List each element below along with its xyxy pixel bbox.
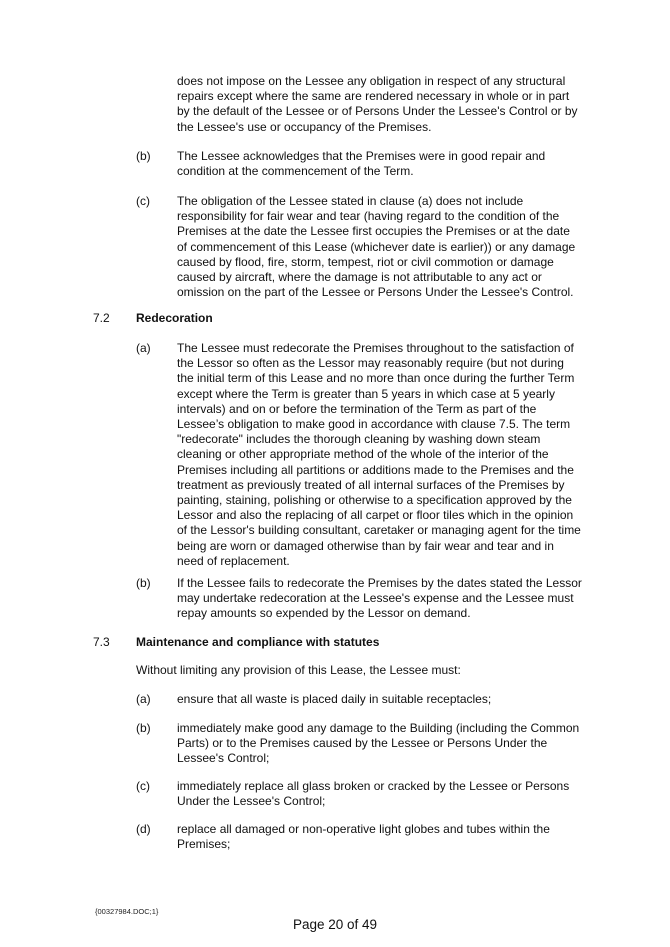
item-label: (b) — [136, 149, 151, 163]
item-label: (a) — [136, 341, 151, 355]
item-label: (d) — [136, 822, 151, 836]
item-label: (a) — [136, 692, 151, 706]
section-intro: Without limiting any provision of this Lease, the Lessee must: — [136, 663, 461, 677]
item-text: The obligation of the Lessee stated in clause (a) does not include responsibility for fair wear and tear (having regard to the condition of the Premises at the date the Lessee first occupies the Premises or at the date of commencement of this Lease (whichever date is earlier)) or any damage caused by flood, fire, storm, tempest, riot or civil commotion or damage caused by aircraft, where the damage is not attributable to any act or omission on the part of the Lessee or Persons Under the Lessee's Control. — [177, 194, 576, 300]
item-label: (b) — [136, 721, 151, 735]
item-text: immediately make good any damage to the Building (including the Common Parts) or to the Premises caused by the Lessee or Persons Under the Lessee's Control; — [177, 721, 580, 766]
continuation-paragraph: does not impose on the Lessee any obligation in respect of any structural repairs except where the same are rendered necessary in whole or in part by the default of the Lessee or of Persons Under the Lessee's Control or by the Lessee's use or occupancy of the Premises. — [177, 74, 578, 134]
item-text: immediately replace all glass broken or cracked by the Lessee or Persons Under the Lessee's Control; — [177, 779, 570, 809]
section-heading: Maintenance and compliance with statutes — [136, 635, 380, 649]
item-text: The Lessee acknowledges that the Premises were in good repair and condition at the commencement of the Term. — [177, 149, 546, 179]
section-heading: Redecoration — [136, 311, 213, 325]
document-reference: {00327984.DOC;1} — [95, 907, 159, 916]
section-number: 7.2 — [93, 311, 110, 325]
item-text: If the Lessee fails to redecorate the Premises by the dates stated the Lessor may undertake redecoration at the Lessee's expense and the Lessee must repay amounts so expended by the Lessor on demand. — [177, 576, 582, 621]
item-label: (c) — [136, 194, 150, 208]
item-text: The Lessee must redecorate the Premises throughout to the satisfaction of the Lessor so often as the Lessor may reasonably require (but not during the initial term of this Lease and no more than once during the further Term except where the Term is greater than 5 years in which case at 5 yearly intervals) and on or before the termination of the Term as part of the Lessee’s obligation to make good in accordance with clause 7.5. The term "redecorate" includes the thorough cleaning by washing down steam cleaning or other appropriate method of the whole of the interior of the Premises including all partitions or additions made to the Premises and the treatment as previously treated of all internal surfaces of the Premises by painting, staining, polishing or otherwise to a specification approved by the Lessor and also the replacing of all carpet or floor tiles which in the opinion of the Lessor's building consultant, caretaker or managing agent for the time being are worn or damaged otherwise than by fair wear and tear and in need of replacement. — [177, 341, 581, 568]
item-label: (b) — [136, 576, 151, 590]
item-text: ensure that all waste is placed daily in suitable receptacles; — [177, 692, 492, 706]
item-text: replace all damaged or non-operative light globes and tubes within the Premises; — [177, 822, 550, 852]
section-number: 7.3 — [93, 635, 110, 649]
page-number: Page 20 of 49 — [292, 917, 378, 932]
item-label: (c) — [136, 779, 150, 793]
